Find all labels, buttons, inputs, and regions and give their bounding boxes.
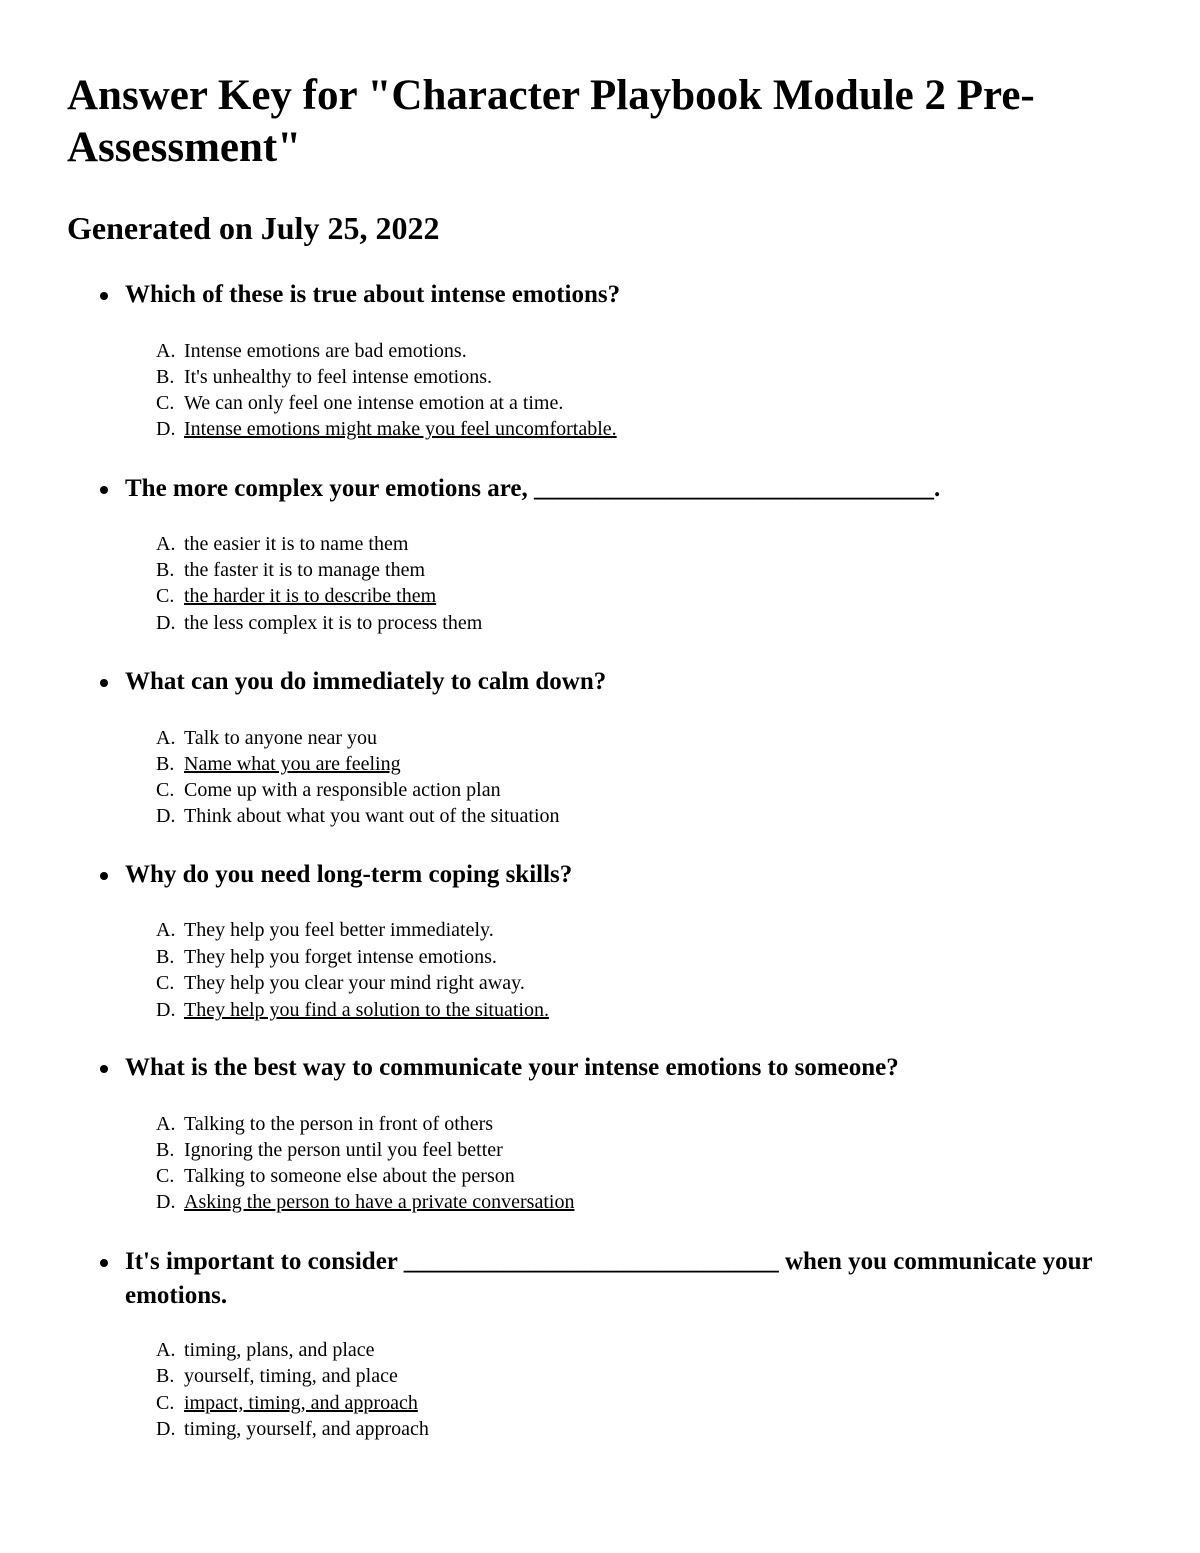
bullet-icon: [100, 1259, 108, 1267]
answer-option: [156, 1390, 1056, 1416]
option-letter: A.: [156, 727, 176, 749]
answer-option: [156, 1416, 1056, 1442]
option-letter: B.: [156, 559, 175, 581]
answer-option: [156, 610, 1056, 636]
option-text: Think about what you want out of the situation: [184, 805, 560, 827]
question-text: Why do you need long-term coping skills?: [125, 861, 573, 888]
option-letter: A.: [156, 1339, 176, 1361]
answer-option: [156, 1337, 1056, 1363]
answer-option: [156, 557, 1056, 583]
option-text: Asking the person to have a private conversation: [184, 1191, 575, 1213]
option-letter: D.: [156, 418, 176, 440]
answer-option: [156, 1163, 1056, 1189]
option-text: Intense emotions might make you feel uncomfortable.: [184, 418, 617, 440]
option-text: Talking to the person in front of others: [184, 1113, 494, 1135]
option-text: They help you find a solution to the situation.: [184, 999, 549, 1021]
option-letter: D.: [156, 1418, 176, 1440]
question-text: What is the best way to communicate your intense emotions to someone?: [125, 1054, 899, 1081]
option-letter: C.: [156, 585, 175, 607]
option-text: They help you forget intense emotions.: [184, 946, 497, 968]
option-text: Name what you are feeling: [184, 753, 401, 775]
option-text: impact, timing, and approach: [184, 1392, 418, 1414]
option-letter: B.: [156, 1139, 175, 1161]
page-title: Answer Key for "Character Playbook Module 2 Pre-Assessment": [67, 72, 1035, 171]
option-text: the faster it is to manage them: [184, 559, 426, 581]
answer-option: [156, 1137, 1056, 1163]
answer-option: [156, 583, 1056, 609]
answer-option: [156, 338, 1056, 364]
answer-option: [156, 364, 1056, 390]
option-letter: D.: [156, 999, 176, 1021]
answer-option: [156, 970, 1056, 996]
answer-option: [156, 1189, 1056, 1215]
question-text: It's important to consider ______________________________ when you communicate your emotions.: [125, 1248, 1093, 1309]
option-text: the less complex it is to process them: [184, 612, 483, 634]
question-text: What can you do immediately to calm down?: [125, 668, 607, 695]
option-text: Talking to someone else about the person: [184, 1165, 515, 1187]
bullet-icon: [100, 292, 108, 300]
option-text: Ignoring the person until you feel better: [184, 1139, 503, 1161]
answer-option: [156, 1363, 1056, 1389]
answer-option: [156, 751, 1056, 777]
option-letter: D.: [156, 805, 176, 827]
question-text: The more complex your emotions are, ________________________________.: [125, 475, 941, 502]
option-text: Talk to anyone near you: [184, 727, 377, 749]
answer-option: [156, 531, 1056, 557]
option-letter: B.: [156, 753, 175, 775]
option-letter: A.: [156, 340, 176, 362]
option-text: Come up with a responsible action plan: [184, 779, 501, 801]
option-letter: C.: [156, 1392, 175, 1414]
answer-option: [156, 1111, 1056, 1137]
option-letter: C.: [156, 972, 175, 994]
option-text: the easier it is to name them: [184, 533, 409, 555]
answer-option: [156, 390, 1056, 416]
bullet-icon: [100, 1065, 108, 1073]
option-letter: C.: [156, 392, 175, 414]
option-letter: A.: [156, 533, 176, 555]
option-text: They help you clear your mind right away.: [184, 972, 525, 994]
bullet-icon: [100, 486, 108, 494]
option-text: They help you feel better immediately.: [184, 919, 494, 941]
answer-option: [156, 997, 1056, 1023]
option-text: timing, yourself, and approach: [184, 1418, 429, 1440]
answer-option: [156, 416, 1056, 442]
option-text: the harder it is to describe them: [184, 585, 437, 607]
option-text: Intense emotions are bad emotions.: [184, 340, 467, 362]
answer-option: [156, 944, 1056, 970]
option-letter: A.: [156, 919, 176, 941]
option-text: yourself, timing, and place: [184, 1365, 398, 1387]
generated-date: Generated on July 25, 2022: [67, 210, 440, 246]
option-text: timing, plans, and place: [184, 1339, 375, 1361]
option-text: It's unhealthy to feel intense emotions.: [184, 366, 492, 388]
option-letter: B.: [156, 946, 175, 968]
option-text: We can only feel one intense emotion at a time.: [184, 392, 564, 414]
answer-option: [156, 803, 1056, 829]
bullet-icon: [100, 872, 108, 880]
option-letter: C.: [156, 1165, 175, 1187]
option-letter: C.: [156, 779, 175, 801]
question-text: Which of these is true about intense emotions?: [125, 281, 621, 308]
option-letter: D.: [156, 612, 176, 634]
option-letter: D.: [156, 1191, 176, 1213]
option-letter: A.: [156, 1113, 176, 1135]
answer-option: [156, 777, 1056, 803]
option-letter: B.: [156, 1365, 175, 1387]
option-letter: B.: [156, 366, 175, 388]
answer-option: [156, 725, 1056, 751]
bullet-icon: [100, 679, 108, 687]
answer-option: [156, 917, 1056, 943]
